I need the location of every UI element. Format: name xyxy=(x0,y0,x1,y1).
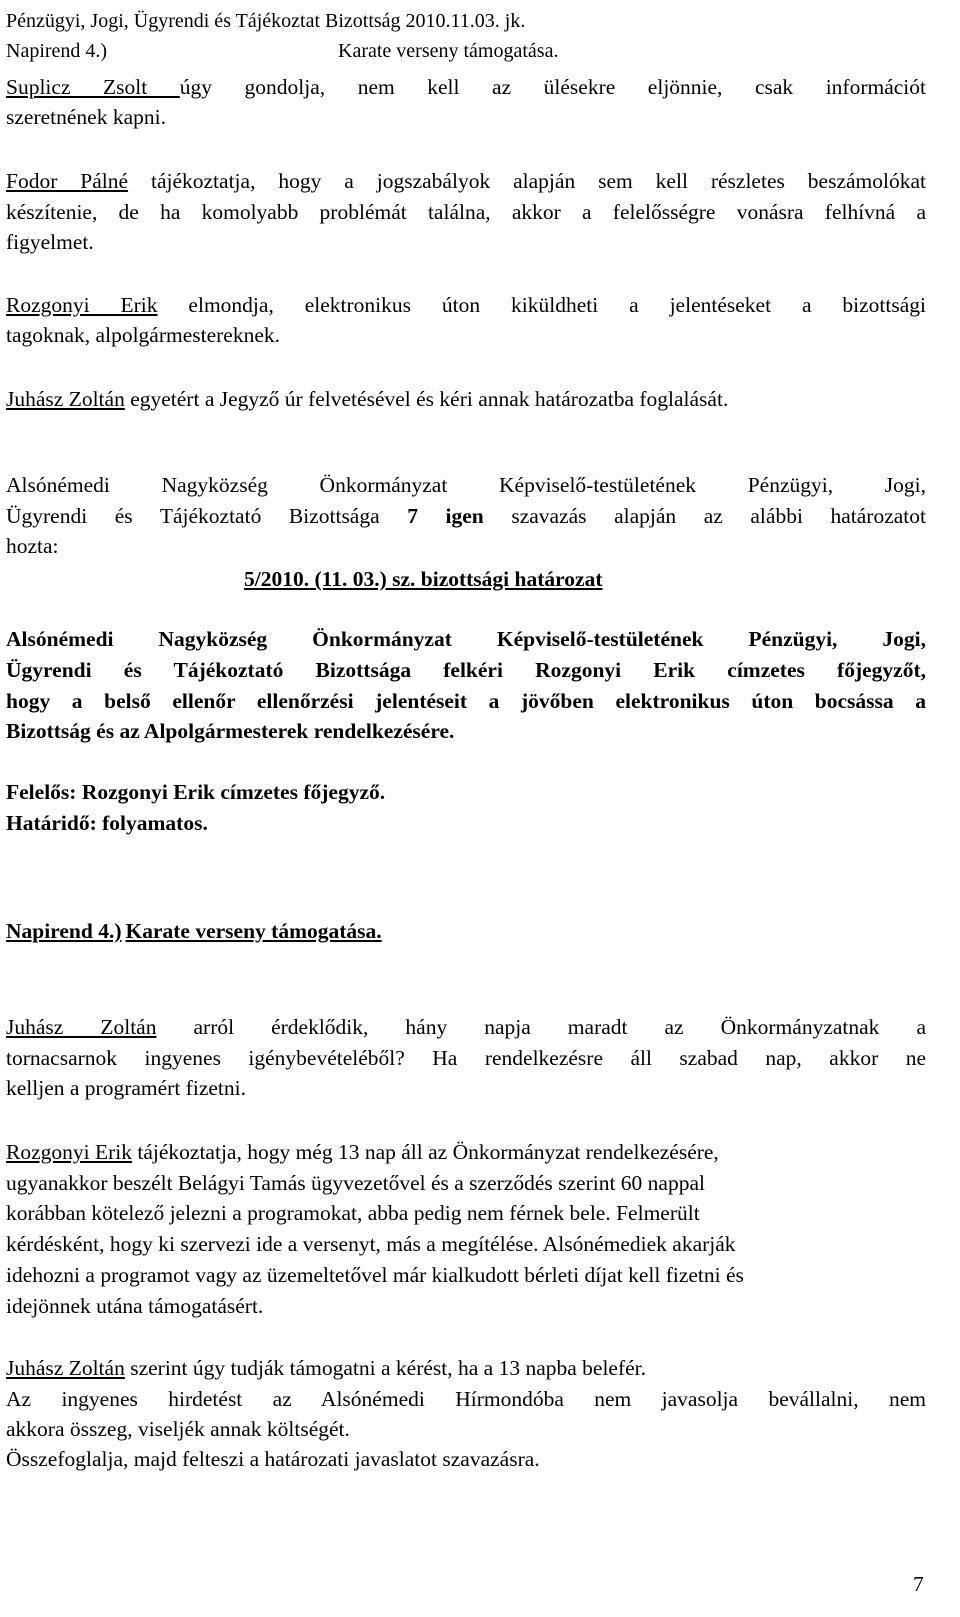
paragraph-text: elmondja, elektronikus úton kiküldheti a jelentéseket a bizottsági xyxy=(157,293,926,317)
document-header xyxy=(6,6,926,66)
paragraph-line: korábban kötelező jelezni a programokat, abba pedig nem férnek bele. Felmerült xyxy=(6,1201,700,1225)
paragraph-text: tájékoztatja, hogy a jogszabályok alapján sem kell részletes beszámolókat xyxy=(128,169,926,193)
speaker-name: Suplicz Zsolt xyxy=(6,75,180,99)
resolution-responsible: Felelős: Rozgonyi Erik címzetes főjegyző. xyxy=(6,780,386,804)
header-agenda-ref: Napirend 4.) xyxy=(6,40,108,62)
paragraph-line: készítenie, de ha komolyabb problémát találna, akkor a felelősségre vonásra felhívná a xyxy=(6,200,926,224)
speaker-name: Rozgonyi Erik xyxy=(6,293,158,317)
paragraph-text: egyetért a Jegyző úr felvetésével és kéri annak határozatba foglalását. xyxy=(124,387,729,411)
speaker-name: Juhász Zoltán xyxy=(6,387,125,411)
header-line-2 xyxy=(6,36,926,66)
paragraph-line xyxy=(6,1137,926,1167)
resolution-deadline: Határidő: folyamatos. xyxy=(6,811,208,835)
resolution-title: 5/2010. (11. 03.) sz. bizottsági határozat xyxy=(244,567,603,591)
speaker-name: Juhász Zoltán xyxy=(6,1356,125,1380)
paragraph-line: idejönnek utána támogatásért. xyxy=(6,1294,264,1318)
paragraph-text: úgy gondolja, nem kell az ülésekre eljönnie, csak információt xyxy=(179,75,927,99)
resolution-line: Bizottság és az Alpolgármesterek rendelkezésére. xyxy=(6,719,455,743)
resolution-line: hogy a belső ellenőr ellenőrzési jelentéseit a jövőben elektronikus úton bocsássa a xyxy=(6,689,926,713)
paragraph-line xyxy=(6,1012,926,1042)
paragraph-line xyxy=(6,72,926,102)
paragraph-line: ugyanakkor beszélt Belágyi Tamás ügyvezetővel és a szerződés szerint 60 nappal xyxy=(6,1171,705,1195)
agenda-heading xyxy=(6,916,382,946)
paragraph-line: figyelmet. xyxy=(6,230,94,254)
paragraph-text: tájékoztatja, hogy még 13 nap áll az Önkormányzat rendelkezésére, xyxy=(132,1140,719,1164)
paragraph-line xyxy=(6,166,926,196)
resolution-line: Ügyrendi és Tájékoztató Bizottsága felkéri Rozgonyi Erik címzetes főjegyzőt, xyxy=(6,658,926,682)
agenda-title: Karate verseny támogatása. xyxy=(125,919,382,943)
paragraph-line xyxy=(6,384,926,414)
paragraph-line xyxy=(6,290,926,320)
paragraph-line: tagoknak, alpolgármestereknek. xyxy=(6,323,281,347)
paragraph-text: arról érdeklődik, hány napja maradt az Önkormányzatnak a xyxy=(156,1015,926,1039)
paragraph-line: Összefoglalja, majd felteszi a határozati javaslatot szavazásra. xyxy=(6,1447,540,1471)
speaker-name: Fodor Pálné xyxy=(6,169,129,193)
header-agenda-title: Karate verseny támogatása. xyxy=(338,40,559,62)
paragraph-line: kelljen a programért fizetni. xyxy=(6,1076,246,1100)
paragraph-line: Az ingyenes hirdetést az Alsónémedi Hírmondóba nem javasolja bevállalni, nem xyxy=(6,1387,926,1411)
paragraph-line xyxy=(6,1353,926,1383)
speaker-name: Juhász Zoltán xyxy=(6,1015,157,1039)
header-line-1: Pénzügyi, Jogi, Ügyrendi és Tájékoztat Bizottság 2010.11.03. jk. xyxy=(6,10,526,32)
paragraph-line: Alsónémedi Nagyközség Önkormányzat Képviselő-testületének Pénzügyi, Jogi, xyxy=(6,473,926,497)
paragraph-line: idehozni a programot vagy az üzemeltetővel már kialkudott bérleti díjat kell fizetni és xyxy=(6,1263,744,1287)
paragraph-line xyxy=(6,501,926,531)
paragraph-text: szerint úgy tudják támogatni a kérést, ha a 13 napba belefér. xyxy=(124,1356,647,1380)
paragraph-line: szeretnének kapni. xyxy=(6,105,166,129)
paragraph-text: szavazás alapján az alábbi határozatot xyxy=(483,504,926,528)
speaker-name: Rozgonyi Erik xyxy=(6,1140,132,1164)
paragraph-line: akkora összeg, viseljék annak költségét. xyxy=(6,1417,350,1441)
paragraph-line: tornacsarnok ingyenes igénybevételéből? Ha rendelkezésre áll szabad nap, akkor ne xyxy=(6,1046,926,1070)
vote-count: 7 igen xyxy=(407,504,484,528)
paragraph-text: Ügyrendi és Tájékoztató Bizottsága xyxy=(6,504,408,528)
paragraph-line: kérdésként, hogy ki szervezi ide a versenyt, más a megítélése. Alsónémediek akarják xyxy=(6,1232,736,1256)
page-number: 7 xyxy=(913,1572,924,1596)
agenda-ref: Napirend 4.) xyxy=(6,919,122,943)
resolution-line: Alsónémedi Nagyközség Önkormányzat Képviselő-testületének Pénzügyi, Jogi, xyxy=(6,627,926,651)
paragraph-line: hozta: xyxy=(6,534,59,558)
